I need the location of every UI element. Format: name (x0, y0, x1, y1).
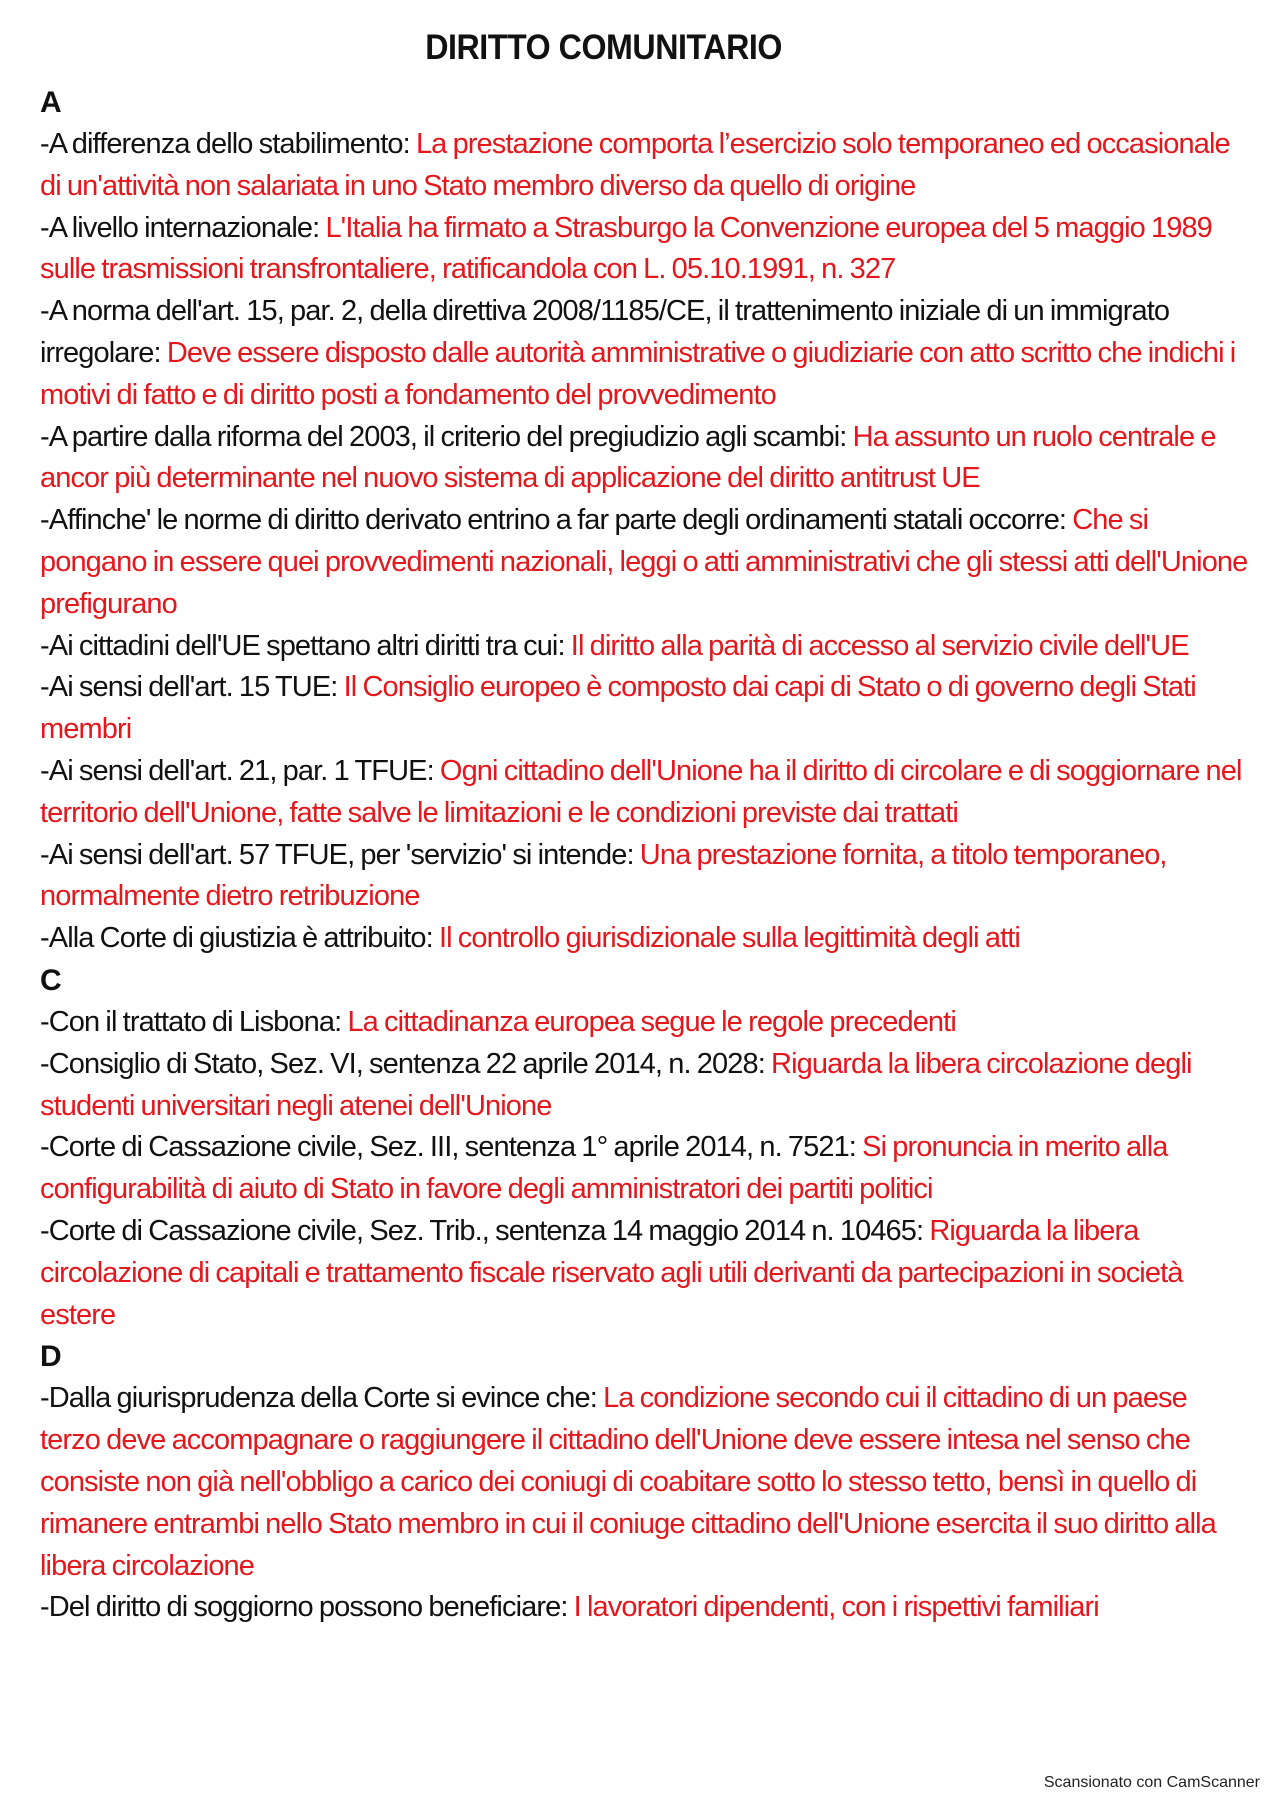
qa-entry (40, 1127, 1250, 1211)
entry-question: -A differenza dello stabilimento: (40, 128, 410, 160)
entry-list (40, 124, 1250, 960)
entry-question: -Dalla giurisprudenza della Corte si evince che: (40, 1382, 597, 1415)
entry-question: -Corte di Cassazione civile, Sez. III, sentenza 1° aprile 2014, n. 7521: (40, 1131, 856, 1164)
entry-question: -Con il trattato di Lisbona: (40, 1005, 342, 1038)
qa-entry (40, 1587, 1250, 1629)
entry-answer: Riguarda la libera circolazione degli studenti universitari negli atenei dell'Unione (40, 1047, 1192, 1122)
entry-answer: Deve essere disposto dalle autorità amministrative o giudiziarie con atto scritto che indichi i motivi di fatto e di diritto posti a fondamento del provvedimento (40, 336, 1236, 411)
entry-list (40, 1002, 1250, 1336)
entry-answer: Il Consiglio europeo è composto dai capi di Stato o di governo degli Stati membri (40, 671, 1196, 746)
entry-question: -Affinche' le norme di diritto derivato entrino a far parte degli ordinamenti statali occorre: (40, 504, 1067, 537)
qa-entry (40, 500, 1250, 625)
document-title: DIRITTO COMUNITARIO (425, 28, 782, 67)
entry-question: -Corte di Cassazione civile, Sez. Trib., sentenza 14 maggio 2014 n. 10465: (40, 1214, 924, 1247)
document-body (40, 82, 1250, 1629)
entry-answer: Ha assunto un ruolo centrale e ancor più determinante nel nuovo sistema di applicazione del diritto antitrust UE (40, 420, 1216, 495)
qa-entry (40, 124, 1250, 208)
entry-question: -Del diritto di soggiorno possono beneficiare: (40, 1591, 568, 1624)
entry-answer: Il controllo giurisdizionale sulla legittimità degli atti (438, 922, 1020, 955)
entry-answer: L'Italia ha firmato a Strasburgo la Convenzione europea del 5 maggio 1989 sulle trasmissioni transfrontaliere, ratificandola con L. 05.10.1991, n. 327 (40, 211, 1212, 286)
entry-list (40, 1378, 1250, 1629)
entry-answer: La condizione secondo cui il cittadino di un paese terzo deve accompagnare o raggiungere il cittadino dell'Unione deve essere intesa nel senso che consiste non già nell'obbligo a carico dei coniugi di coabitare sotto lo stesso tetto, bensì in quello di rimanere entrambi nello Stato membro in cui il coniuge cittadino dell'Unione esercita il suo diritto alla libera circolazione (40, 1382, 1216, 1582)
section-letter-c: C (40, 963, 62, 997)
entry-answer: La prestazione comporta l’esercizio solo temporaneo ed occasionale di un'attività non salariata in uno Stato membro diverso da quello di origine (40, 128, 1230, 202)
entry-question: -A partire dalla riforma del 2003, il criterio del pregiudizio agli scambi: (40, 420, 847, 453)
qa-entry (40, 918, 1250, 960)
qa-entry (40, 835, 1250, 919)
entry-question: -Consiglio di Stato, Sez. VI, sentenza 22 aprile 2014, n. 2028: (40, 1047, 765, 1080)
entry-answer: La cittadinanza europea segue le regole precedenti (347, 1005, 956, 1038)
entry-answer: Ogni cittadino dell'Unione ha il diritto di circolare e di soggiornare nel territorio dell'Unione, fatte salve le limitazioni e le condizioni previste dai trattati (40, 754, 1242, 829)
document-page (40, 28, 1250, 1629)
entry-question: -Ai cittadini dell'UE spettano altri diritti tra cui: (40, 629, 565, 662)
qa-entry (40, 1211, 1250, 1336)
entry-answer: Riguarda la libera circolazione di capitali e trattamento fiscale riservato agli utili derivanti da partecipazioni in società estere (40, 1214, 1183, 1331)
entry-question: -A livello internazionale: (40, 211, 320, 244)
entry-answer: I lavoratori dipendenti, con i rispettivi familiari (573, 1591, 1099, 1624)
entry-question: -Ai sensi dell'art. 15 TUE: (40, 671, 338, 704)
entry-answer: Che si pongano in essere quei provvedimenti nazionali, leggi o atti amministrativi che gli stessi atti dell'Unione prefigurano (40, 504, 1248, 620)
qa-entry (40, 626, 1250, 668)
qa-entry (40, 1378, 1250, 1587)
section-letter-a: A (40, 86, 62, 119)
entry-question: -Ai sensi dell'art. 21, par. 1 TFUE: (40, 754, 434, 787)
section-letter-d: D (40, 1340, 62, 1374)
entry-question: -Alla Corte di giustizia è attribuito: (40, 922, 433, 955)
qa-entry (40, 1002, 1250, 1044)
qa-entry (40, 667, 1250, 751)
scanner-watermark: Scansionato con CamScanner (1043, 1774, 1260, 1791)
entry-question: -Ai sensi dell'art. 57 TFUE, per 'servizio' si intende: (40, 838, 634, 871)
entry-answer: Si pronuncia in merito alla configurabilità di aiuto di Stato in favore degli amministratori dei partiti politici (40, 1131, 1168, 1206)
qa-entry (40, 208, 1250, 292)
qa-entry (40, 1044, 1250, 1128)
qa-entry (40, 417, 1250, 501)
entry-answer: Una prestazione fornita, a titolo temporaneo, normalmente dietro retribuzione (40, 838, 1167, 913)
entry-answer: Il diritto alla parità di accesso al servizio civile dell'UE (570, 629, 1189, 662)
qa-entry (40, 751, 1250, 835)
entry-question: -A norma dell'art. 15, par. 2, della direttiva 2008/1185/CE, il trattenimento iniziale di un immigrato irregolare: (40, 295, 1170, 369)
qa-entry (40, 291, 1250, 416)
